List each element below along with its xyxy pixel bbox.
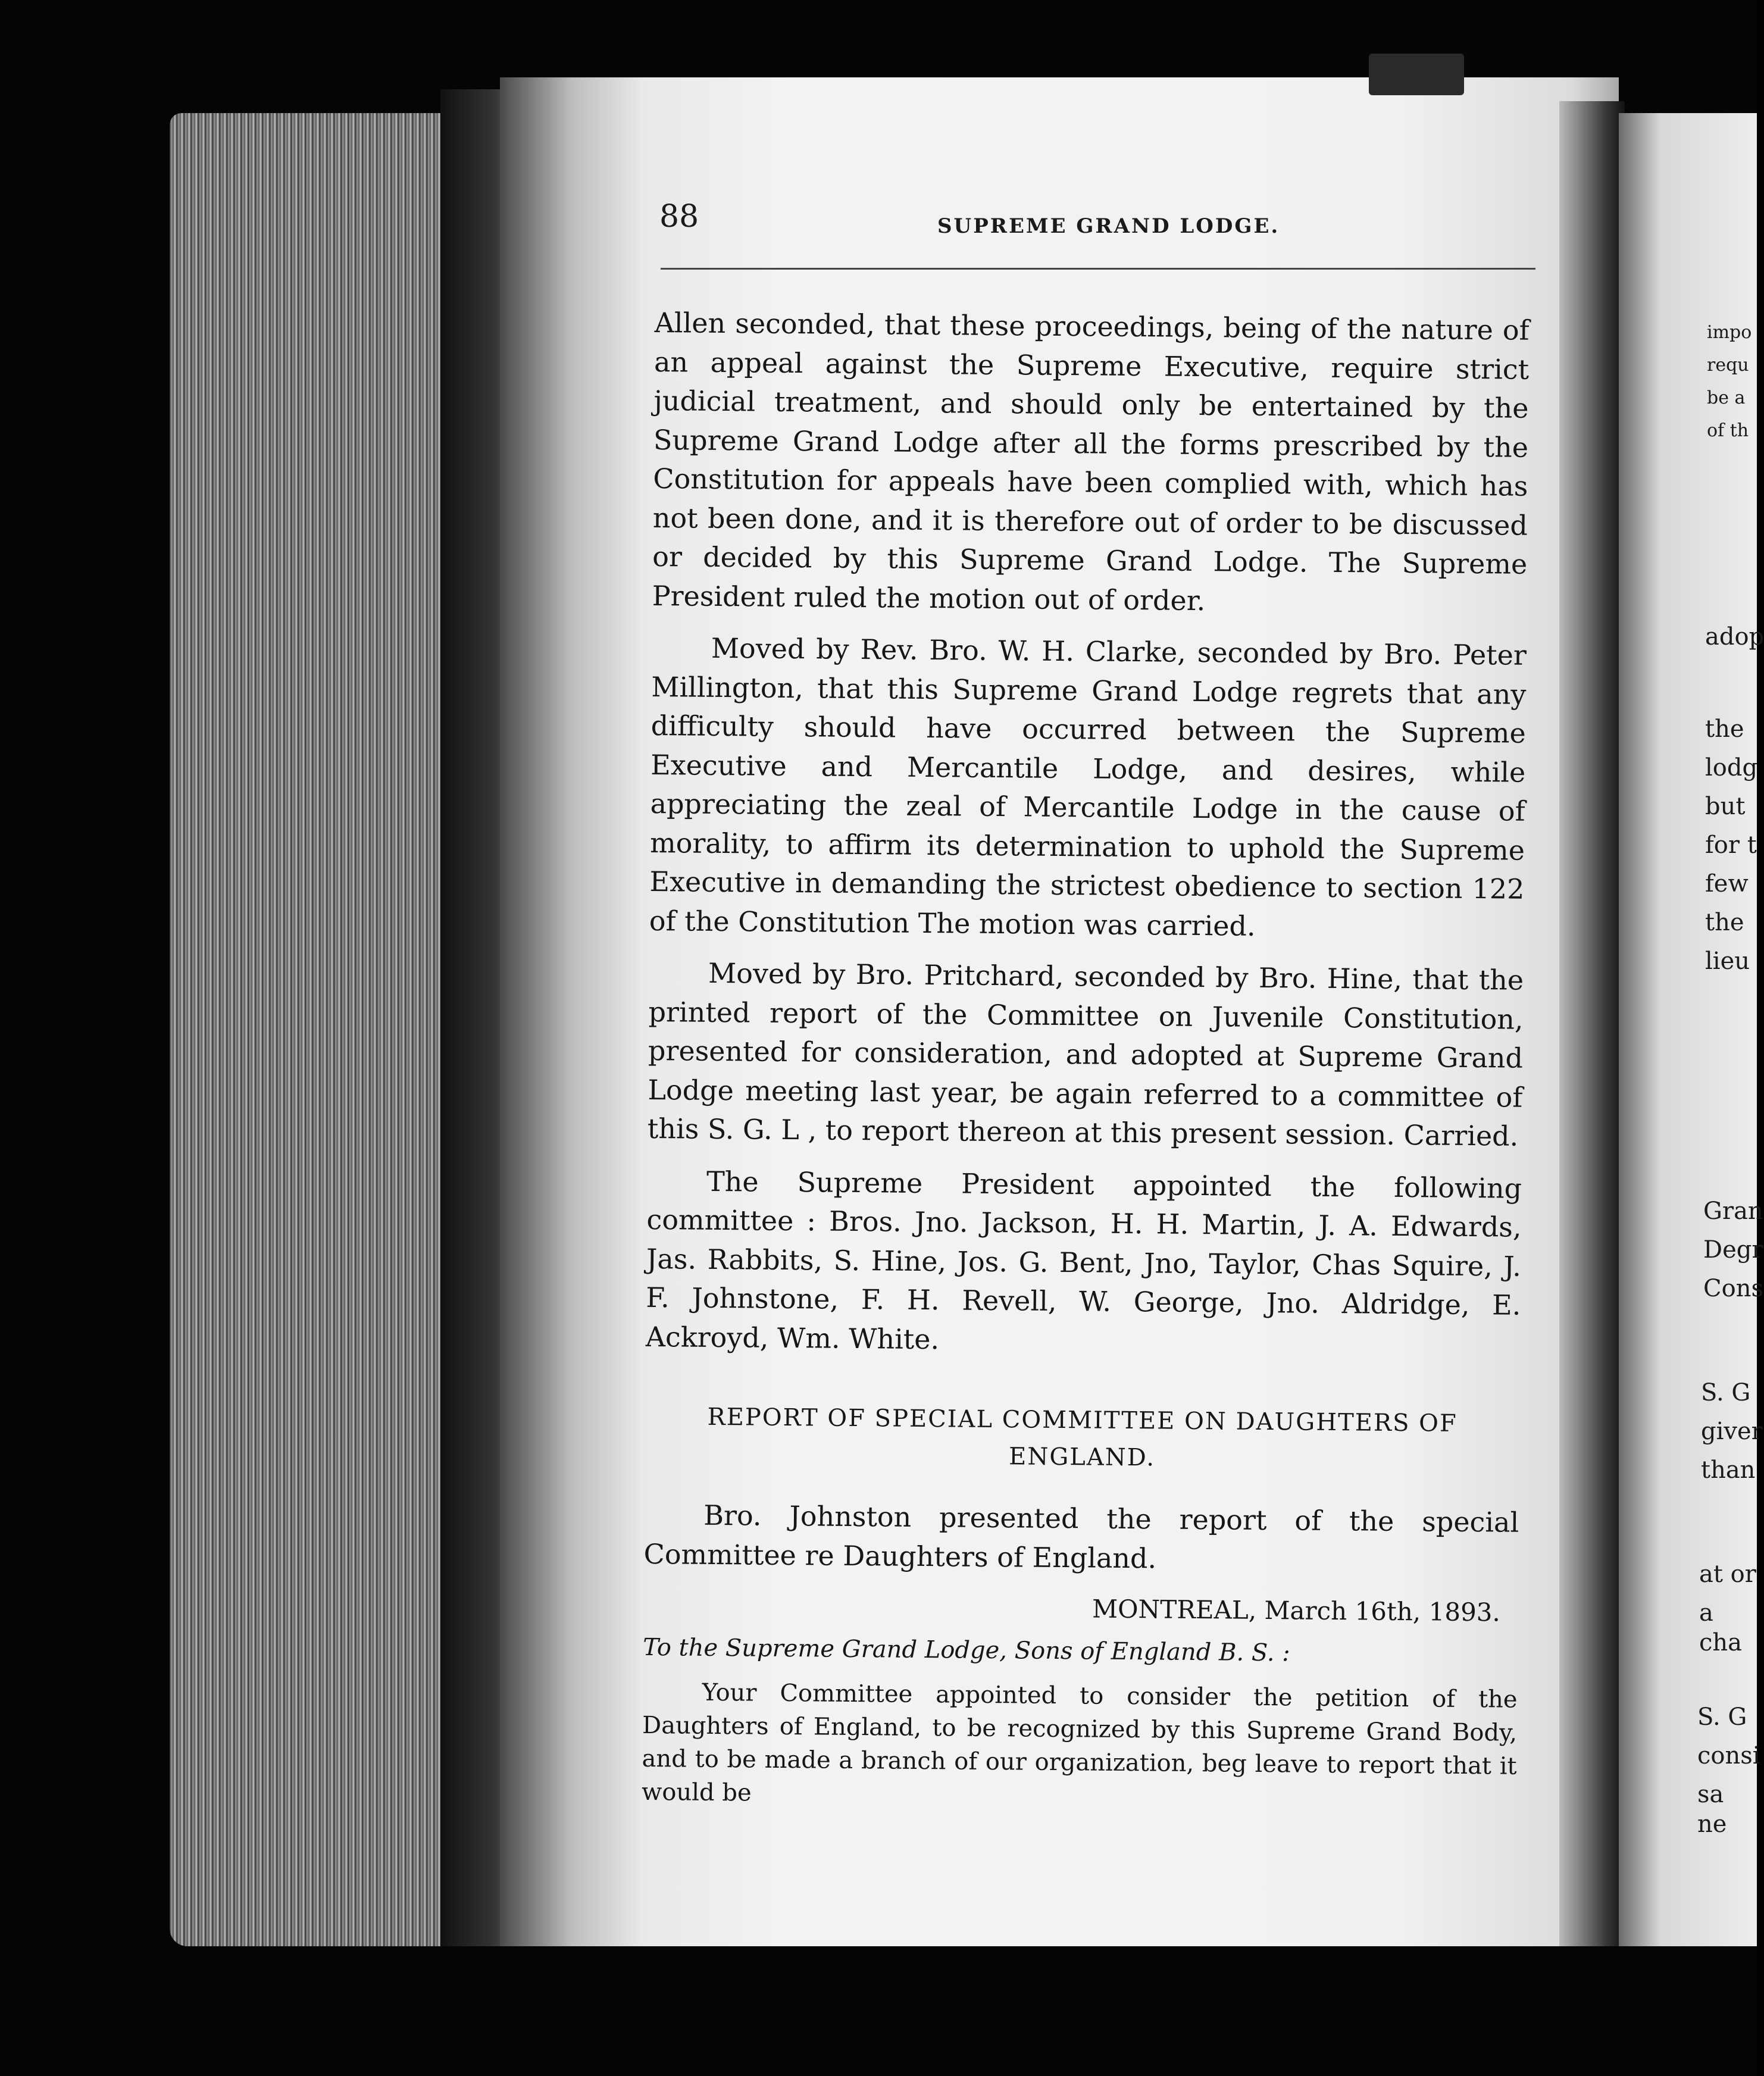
right-fragment: the: [1705, 909, 1744, 936]
right-fragment: but: [1705, 793, 1746, 820]
right-fragment: S. G: [1701, 1379, 1751, 1406]
page-body: [642, 304, 1530, 1830]
report-intro: Bro. Johnston presented the report of the special Committee re Daughters of England.: [643, 1499, 1519, 1574]
paragraph: Moved by Rev. Bro. W. H. Clarke, seconded by Bro. Peter Millington, that this Supreme Grand Lodge regrets that any difficulty should have occurred between the Supreme Executive and Mercantile Lodge, and desires, while appreciating the zeal of Mercantile Lodge in the cause of morality, to affirm its determination to uphold the Supreme Executive in demanding the strictest obedience to section 122 of the Constitution The motion was carried.: [649, 631, 1527, 942]
right-fragment: sa ne: [1697, 1781, 1727, 1838]
page-number: 88: [659, 199, 699, 235]
right-fragment: for t: [1705, 831, 1757, 859]
right-fragment: be a: [1707, 387, 1746, 408]
section-heading: REPORT OF SPECIAL COMMITTEE ON DAUGHTERS OF ENGLAND.: [707, 1403, 1458, 1472]
report-body: Your Committee appointed to consider the petition of the Daughters of England, to be recognized by this Supreme Grand Body, and to be made a branch of our organization, beg leave to report that it would be: [641, 1678, 1518, 1807]
header-rule: [661, 268, 1535, 270]
right-fragment: consi: [1697, 1742, 1760, 1769]
salutation: To the Supreme Grand Lodge, Sons of England B. S. :: [643, 1633, 1290, 1667]
right-fragment: Degr: [1703, 1236, 1763, 1264]
running-head: SUPREME GRAND LODGE.: [937, 214, 1280, 238]
right-fragment: adop: [1705, 623, 1764, 651]
right-fragment: S. G: [1697, 1703, 1747, 1731]
right-fragment: giver: [1701, 1418, 1763, 1445]
right-fragment: Cons: [1703, 1275, 1763, 1302]
right-fragment: the: [1705, 715, 1744, 743]
paragraph: Moved by Bro. Pritchard, seconded by Bro. Hine, that the printed report of the Committee on Juvenile Constitution, presented for consideration, and adopted at Supreme Grand Lodge meeting last year, be again referred to a committee of this S. G. L , to report thereon at this present session. Carried.: [647, 956, 1524, 1152]
right-fragment: lodg: [1705, 754, 1758, 781]
right-fragment: of th: [1707, 420, 1749, 441]
right-fragment: impo: [1707, 322, 1752, 343]
right-fragment: at or: [1699, 1561, 1756, 1588]
right-fragment: Gran: [1703, 1198, 1763, 1225]
right-fragment: than: [1701, 1456, 1756, 1484]
book-gutter: [1559, 101, 1625, 1946]
scanner-clip: [1369, 54, 1464, 95]
paragraph: Allen seconded, that these proceedings, being of the nature of an appeal against the Supreme Executive, require strict judicial treatment, and should only be entertained by the Supreme Grand Lodge after all the forms prescribed by the Constitution for appeals have been complied with, which has not been done, and it is therefore out of order to be discussed or decided by this Supreme Grand Lodge. The Supreme President ruled the motion out of order.: [652, 306, 1530, 617]
dateline: MONTREAL, March 16th, 1893.: [1091, 1594, 1501, 1627]
right-fragment: a cha: [1699, 1599, 1743, 1656]
paragraph: The Supreme President appointed the following committee : Bros. Jno. Jackson, H. H. Martin, J. A. Edwards, Jas. Rabbits, S. Hine, Jos. G. Bent, Jno, Taylor, Chas Squire, J. F. Johnstone, F. H. Revell, W. George, Jno. Aldridge, E. Ackroyd, Wm. White.: [645, 1165, 1522, 1355]
right-fragment: lieu: [1705, 948, 1750, 975]
right-fragment: requ: [1707, 355, 1749, 376]
right-fragment: few: [1705, 870, 1749, 898]
